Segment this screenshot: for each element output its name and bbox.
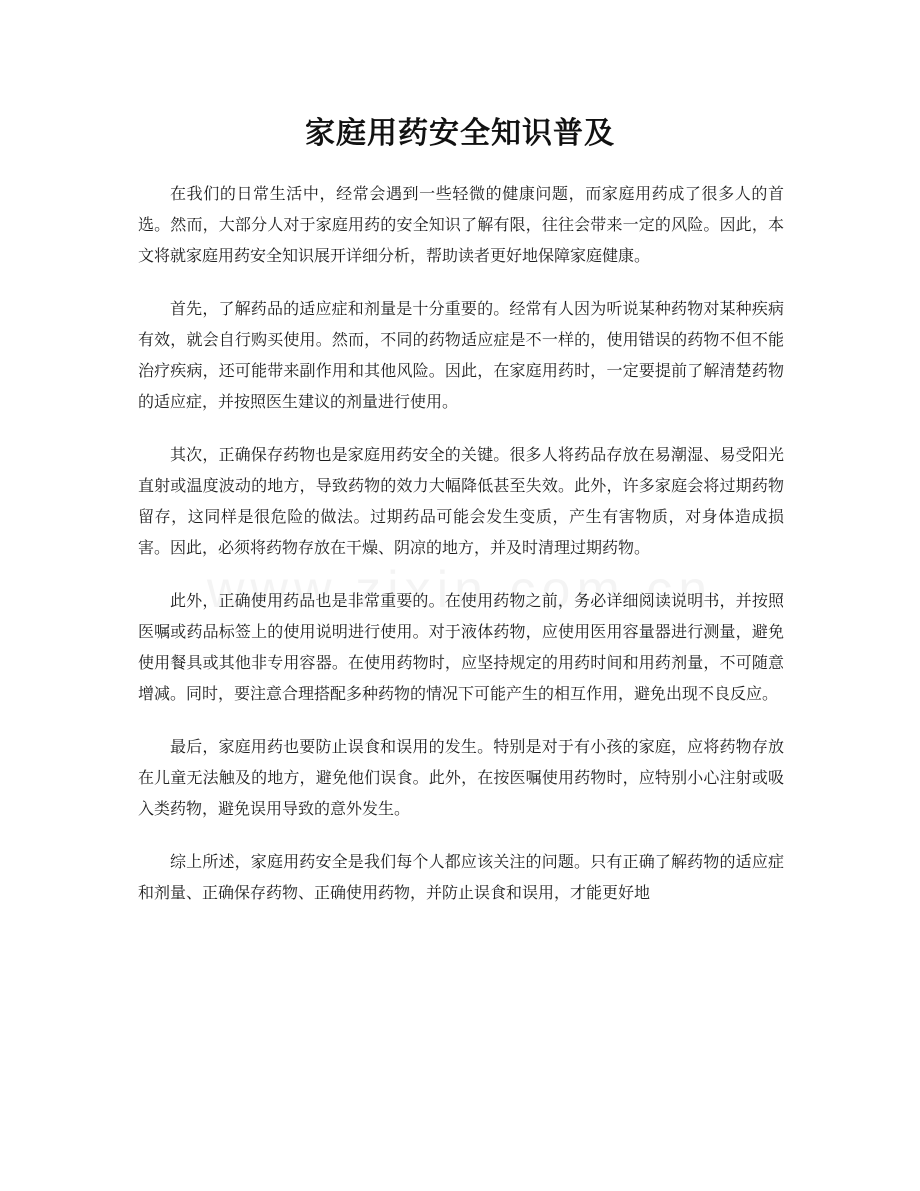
paragraph-summary: 综上所述，家庭用药安全是我们每个人都应该关注的问题。只有正确了解药物的适应症和剂量、正确保存药物、正确使用药物，并防止误食和误用，才能更好地 <box>138 852 784 902</box>
paragraph-intro: 在我们的日常生活中，经常会遇到一些轻微的健康问题，而家庭用药成了很多人的首选。然而，大部分人对于家庭用药的安全知识了解有限，往往会带来一定的风险。因此，本文将就家庭用药安全知识展开详细分析，帮助读者更好地保障家庭健康。 <box>138 184 784 265</box>
paragraph-indications: 首先，了解药品的适应症和剂量是十分重要的。经常有人因为听说某种药物对某种疾病有效，就会自行购买使用。然而，不同的药物适应症是不一样的，使用错误的药物不但不能治疗疾病，还可能带来副作用和其他风险。因此，在家庭用药时，一定要提前了解清楚药物的适应症，并按照医生建议的剂量进行使用。 <box>138 299 784 411</box>
document-body <box>138 178 784 930</box>
paragraph-storage: 其次，正确保存药物也是家庭用药安全的关键。很多人将药品存放在易潮湿、易受阳光直射或温度波动的地方，导致药物的效力大幅降低甚至失效。此外，许多家庭会将过期药物留存，这同样是很危险的做法。过期药品可能会发生变质，产生有害物质，对身体造成损害。因此，必须将药物存放在干燥、阴凉的地方，并及时清理过期药物。 <box>138 445 784 557</box>
paragraph-prevention: 最后，家庭用药也要防止误食和误用的发生。特别是对于有小孩的家庭，应将药物存放在儿童无法触及的地方，避免他们误食。此外，在按医嘱使用药物时，应特别小心注射或吸入类药物，避免误用导致的意外发生。 <box>138 737 784 818</box>
paragraph-usage: 此外，正确使用药品也是非常重要的。在使用药物之前，务必详细阅读说明书，并按照医嘱或药品标签上的使用说明进行使用。对于液体药物，应使用医用容量器进行测量，避免使用餐具或其他非专用容器。在使用药物时，应坚持规定的用药时间和用药剂量，不可随意增减。同时，要注意合理搭配多种药物的情况下可能产生的相互作用，避免出现不良反应。 <box>138 591 784 703</box>
document-title: 家庭用药安全知识普及 <box>305 116 615 151</box>
